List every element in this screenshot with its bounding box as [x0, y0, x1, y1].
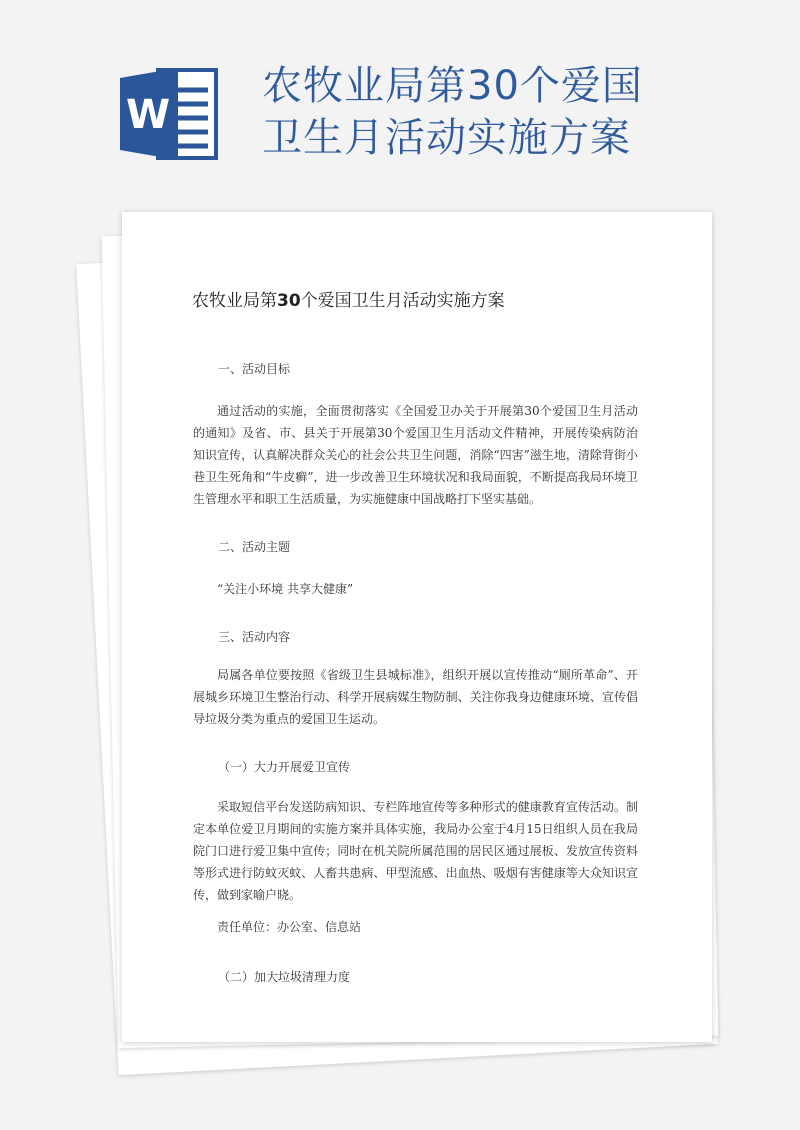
paragraph-publicity: 采取短信平台发送防病知识、专栏阵地宣传等多种形式的健康教育宣传活动。制定本单位爱卫月期间的实施方案并具体实施，我局办公室于4月15日组织人员在我局院门口进行爱卫集中宣传；同时在机关院所属范围的居民区通过展板、发放宣传资料等形式进行防蚊灭蚊、人畜共患病、甲型流感、出血热、吸烟有害健康等大众知识宣传，做到家喻户晓。	[193, 800, 638, 902]
banner-title-line-1: 农牧业局第30个爱国	[262, 63, 643, 109]
paragraph-content: 局属各单位要按照《省级卫生县城标准》，组织开展以宣传推动“厕所革命”、开展城乡环境卫生整治行动、科学开展病媒生物防制、关注你我身边健康环境、宣传倡导垃圾分类为重点的爱国卫生运动。	[193, 668, 638, 726]
paragraph-theme: “关注小环境 共享大健康”	[217, 582, 354, 596]
section-heading-theme: 二、活动主题	[218, 540, 291, 554]
banner	[0, 0, 800, 210]
word-document-icon	[118, 64, 220, 164]
paragraph-responsible-units: 责任单位：办公室、信息站	[217, 920, 362, 934]
banner-title-line-2: 卫生月活动实施方案	[262, 115, 631, 161]
subsection-heading-garbage: （二）加大垃圾清理力度	[218, 970, 351, 984]
subsection-heading-publicity: （一）大力开展爱卫宣传	[218, 760, 351, 774]
section-heading-goals: 一、活动目标	[218, 362, 291, 376]
paragraph-goals: 通过活动的实施，全面贯彻落实《全国爱卫办关于开展第30个爱国卫生月活动的通知》及省、市、县关于开展第30个爱国卫生月活动文件精神，开展传染病防治知识宣传，认真解决群众关心的社会公共卫生问题，消除“四害”滋生地，清除背街小巷卫生死角和“牛皮癣”，进一步改善卫生环境状况和我局面貌，不断提高我局环境卫生管理水平和职工生活质量，为实施健康中国战略打下坚实基础。	[193, 404, 638, 506]
document-title: 农牧业局第30个爱国卫生月活动实施方案	[192, 291, 505, 311]
svg-text:W: W	[125, 92, 171, 138]
document-page	[122, 212, 712, 1042]
section-heading-content: 三、活动内容	[218, 630, 291, 644]
banner-title	[262, 60, 782, 164]
